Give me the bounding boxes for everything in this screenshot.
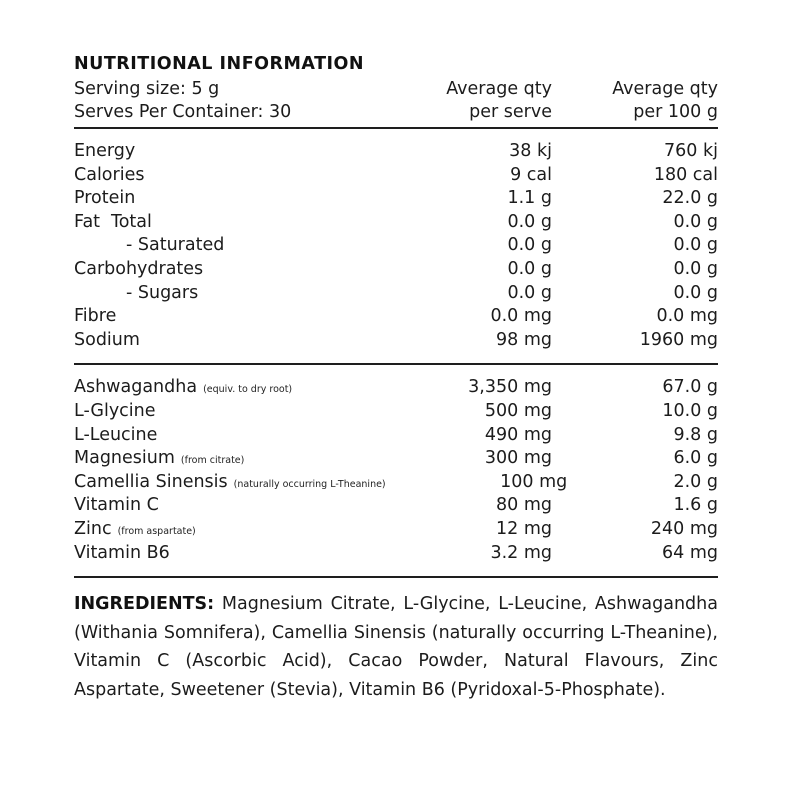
nutrient-name: Fibre (74, 306, 117, 327)
active-per-100g: 10.0 g (662, 400, 718, 421)
nutrient-per-100g: 180 cal (653, 164, 718, 185)
nutrient-per-100g: 0.0 g (673, 235, 718, 256)
nutrient-per-100g: 0.0 g (673, 258, 718, 279)
nutrient-per-100g: 760 kj (664, 141, 718, 161)
ingredients-label: INGREDIENTS: (74, 594, 215, 615)
active-note: (from aspartate) (117, 525, 196, 537)
active-name-cell (74, 542, 352, 568)
nutrient-name: Fat (74, 211, 101, 232)
nutrient-per-serve: 98 mg (496, 329, 552, 350)
active-name-cell (74, 400, 352, 426)
active-per-serve: 3,350 mg (468, 377, 552, 398)
active-name-cell (74, 447, 352, 473)
nutrients-section (74, 129, 718, 363)
active-per-100g: 2.0 g (673, 471, 718, 492)
nutrient-name-cell (74, 234, 352, 258)
nutrient-name: Protein (74, 188, 136, 209)
col-serve-heading-line1: Average qty (446, 79, 552, 99)
nutrient-name: Calories (74, 164, 145, 185)
nutrient-per-serve: 1.1 g (507, 188, 552, 209)
active-name: Vitamin C (74, 495, 159, 516)
active-per-serve: 100 mg (500, 471, 568, 492)
active-name: Ashwagandha (74, 377, 198, 398)
nutrient-row-protein (74, 187, 718, 211)
nutrient-row-carbohydrates (74, 258, 718, 282)
active-note: (naturally occurring L-Theanine) (233, 478, 386, 490)
active-row-camellia-sinensis (74, 471, 718, 495)
nutrient-row-energy (74, 140, 718, 164)
nutrient-row-fibre (74, 305, 718, 329)
nutrient-name: Carbohydrates (74, 258, 204, 279)
nutrient-name: Sodium (74, 329, 140, 350)
ingredients-paragraph (74, 590, 718, 704)
nutrient-per-serve: 0.0 g (507, 258, 552, 279)
col-serve-heading-line2: per serve (469, 102, 552, 122)
active-name: Zinc (74, 518, 112, 539)
active-name: Magnesium (74, 448, 175, 469)
active-name-cell (74, 494, 352, 520)
active-row-ashwagandha (74, 376, 718, 400)
active-row-l-glycine (74, 400, 718, 424)
active-per-100g: 9.8 g (673, 424, 718, 445)
serving-size: Serving size: 5 g (74, 79, 220, 99)
panel-title: NUTRITIONAL INFORMATION (74, 54, 365, 74)
active-name-cell (74, 424, 352, 450)
active-per-serve: 490 mg (484, 424, 552, 445)
nutrient-row-saturated (74, 234, 718, 258)
active-per-100g: 6.0 g (673, 448, 718, 469)
active-row-magnesium (74, 447, 718, 471)
active-name: Camellia Sinensis (74, 471, 228, 492)
active-per-100g: 64 mg (662, 542, 718, 563)
nutrient-per-serve: 0.0 mg (490, 306, 552, 327)
active-name: Vitamin B6 (74, 542, 170, 563)
ingredients-text: Magnesium Citrate, L-Glycine, L-Leucine, Ashwagandha (Withania Somnifera), Camellia Sinensis (naturally occurring L-Theanine), Vitamin C (Ascorbic Acid), Cacao Powder, Natural Flavours, Zinc Aspartate, Sweetener (Stevia), Vitamin B6 (Pyridoxal-5-Phosphate). (74, 594, 718, 700)
active-per-serve: 80 mg (496, 495, 552, 516)
nutrient-subname: Total (111, 211, 152, 232)
active-per-serve: 3.2 mg (490, 542, 552, 563)
actives-section (74, 365, 718, 576)
divider-bottom (74, 576, 718, 578)
active-row-vitamin-c (74, 494, 718, 518)
nutrient-name: - Saturated (126, 235, 225, 256)
nutrient-name: - Sugars (126, 282, 199, 303)
header-row-2 (74, 101, 718, 124)
nutrient-row-sodium (74, 329, 718, 353)
active-name: L-Glycine (74, 400, 156, 421)
nutrient-per-serve: 0.0 g (507, 282, 552, 303)
active-note: (from citrate) (180, 455, 245, 467)
active-per-100g: 1.6 g (673, 495, 718, 516)
active-per-100g: 240 mg (650, 518, 718, 539)
nutrient-per-100g: 22.0 g (662, 188, 718, 209)
active-name-cell (74, 471, 386, 497)
active-per-serve: 300 mg (484, 448, 552, 469)
active-name: L-Leucine (74, 424, 158, 445)
nutrient-name: Energy (74, 141, 136, 161)
nutrient-per-100g: 0.0 mg (656, 306, 718, 327)
active-per-serve: 500 mg (484, 400, 552, 421)
active-row-vitamin-b6 (74, 542, 718, 566)
nutrient-per-serve: 0.0 g (507, 211, 552, 232)
active-row-zinc (74, 518, 718, 542)
nutrient-per-100g: 0.0 g (673, 211, 718, 232)
active-name-cell (74, 518, 352, 544)
col-100g-heading-line1: Average qty (612, 79, 718, 99)
nutrient-row-fat (74, 211, 718, 235)
active-per-serve: 12 mg (496, 518, 552, 539)
col-100g-heading-line2: per 100 g (633, 102, 718, 122)
nutrient-per-serve: 38 kj (509, 141, 552, 161)
nutrient-per-serve: 0.0 g (507, 235, 552, 256)
nutrient-per-100g: 0.0 g (673, 282, 718, 303)
nutrient-row-calories (74, 164, 718, 188)
active-row-l-leucine (74, 424, 718, 448)
active-name-cell (74, 376, 352, 402)
active-note: (equiv. to dry root) (203, 384, 293, 396)
nutrient-name-cell (74, 282, 352, 306)
nutrient-name-cell (74, 211, 352, 235)
nutrient-row-sugars (74, 282, 718, 306)
nutrient-per-100g: 1960 mg (639, 329, 718, 350)
active-per-100g: 67.0 g (662, 377, 718, 398)
nutrition-panel (74, 52, 718, 704)
nutrient-per-serve: 9 cal (510, 164, 552, 185)
serves-per-container: Serves Per Container: 30 (74, 102, 292, 122)
header-row-1 (74, 78, 718, 101)
